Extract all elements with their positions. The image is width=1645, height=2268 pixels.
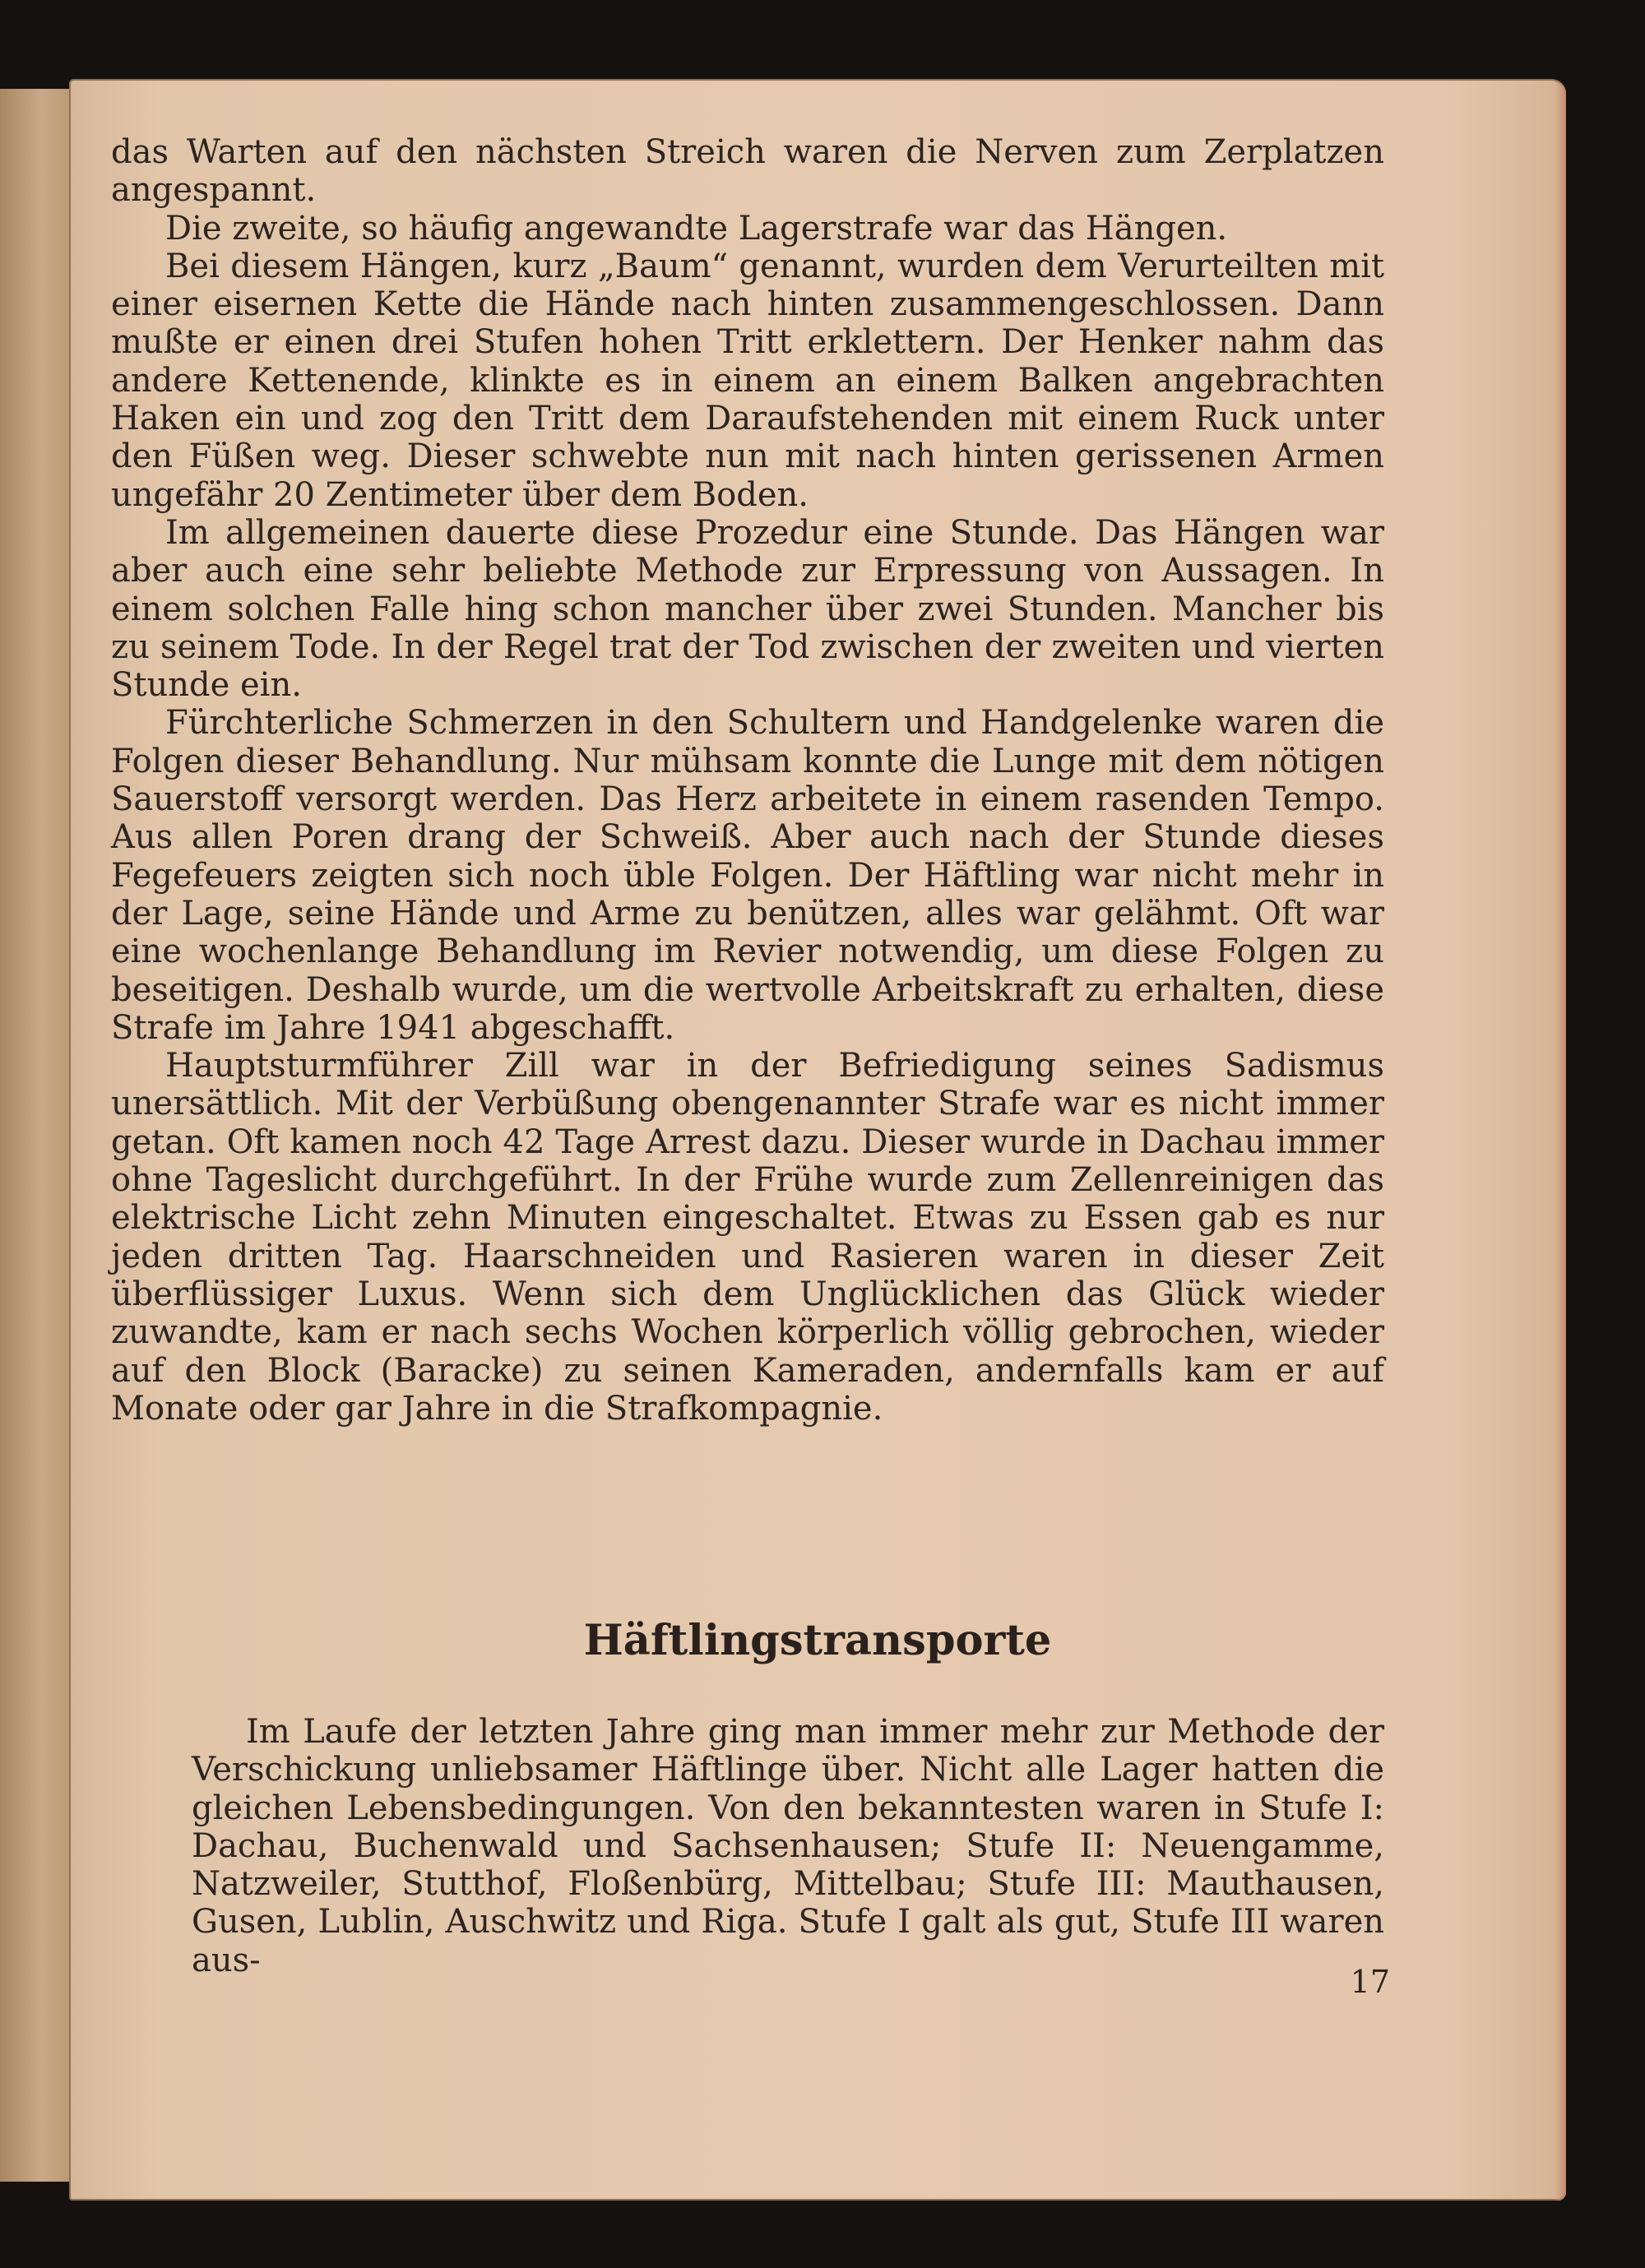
paragraph: Fürchterliche Schmerzen in den Schultern und Handgelenke waren die Folgen dieser Behandlung. Nur mühsam konnte die Lunge mit dem nötigen Sauerstoff versorgt werden. Das Herz arbeitete in einem rasenden Tempo. Aus allen Poren drang der Schweiß. Aber auch nach der Stunde dieses Fegefeuers zeigten sich noch üble Folgen. Der Häftling war nicht mehr in der Lage, seine Hände und Arme zu benützen, alles war gelähmt. Oft war eine wochenlange Behandlung im Revier notwendig, um diese Folgen zu beseitigen. Deshalb wurde, um die wertvolle Arbeitskraft zu erhalten, diese Strafe im Jahre 1941 abgeschafft.	[111, 704, 1384, 1047]
paragraph: Im allgemeinen dauerte diese Prozedur eine Stunde. Das Hängen war aber auch eine sehr beliebte Methode zur Erpressung von Aussagen. In einem solchen Falle hing schon mancher über zwei Stunden. Mancher bis zu seinem Tode. In der Regel trat der Tod zwischen der zweiten und vierten Stunde ein.	[111, 513, 1384, 705]
paragraph: Die zweite, so häufig angewandte Lagerstrafe war das Hängen.	[165, 209, 1228, 248]
body-text	[111, 133, 1384, 1428]
left-page-edge	[0, 89, 78, 2182]
paragraph: Bei diesem Hängen, kurz „Baum“ genannt, wurden dem Verurteilten mit einer eisernen Kette die Hände nach hinten zusammengeschlossen. Dann mußte er einen drei Stufen hohen Tritt erklettern. Der Henker nahm das andere Kettenende, klinkte es in einem an einem Balken angebrachten Haken ein und zog den Tritt dem Daraufstehenden mit einem Ruck unter den Füßen weg. Dieser schwebte nun mit nach hinten gerissenen Armen ungefähr 20 Zentimeter über dem Boden.	[111, 247, 1384, 514]
paragraph-continuation: das Warten auf den nächsten Streich waren die Nerven zum Zerplatzen angespannt.	[111, 133, 1384, 210]
section-body-text	[192, 1713, 1384, 1979]
paragraph: Hauptsturmführer Zill war in der Befriedigung seines Sadismus unersättlich. Mit der Verbüßung obengenannter Strafe war es nicht immer getan. Oft kamen noch 42 Tage Arrest dazu. Dieser wurde in Dachau immer ohne Tageslicht durchgeführt. In der Frühe wurde zum Zellenreinigen das elektrische Licht zehn Minuten eingeschaltet. Etwas zu Essen gab es nur jeden dritten Tag. Haarschneiden und Rasieren waren in dieser Zeit überflüssiger Luxus. Wenn sich dem Unglücklichen das Glück wieder zuwandte, kam er nach sechs Wochen körperlich völlig gebrochen, wieder auf den Block (Baracke) zu seinen Kameraden, andernfalls kam er auf Monate oder gar Jahre in die Strafkompagnie.	[111, 1047, 1384, 1428]
section-heading: Häftlingstransporte	[583, 1616, 1052, 1665]
paragraph: Im Laufe der letzten Jahre ging man immer mehr zur Methode der Verschickung unliebsamer Häftlinge über. Nicht alle Lager hatten die gleichen Lebensbedingungen. Von den bekanntesten waren in Stufe I: Dachau, Buchenwald und Sachsenhausen; Stufe II: Neuengamme, Natzweiler, Stutthof, Floßenbürg, Mittelbau; Stufe III: Mauthausen, Gusen, Lublin, Auschwitz und Riga. Stufe I galt als gut, Stufe III waren aus-	[192, 1713, 1384, 1979]
page-number: 17	[1350, 1964, 1390, 2000]
